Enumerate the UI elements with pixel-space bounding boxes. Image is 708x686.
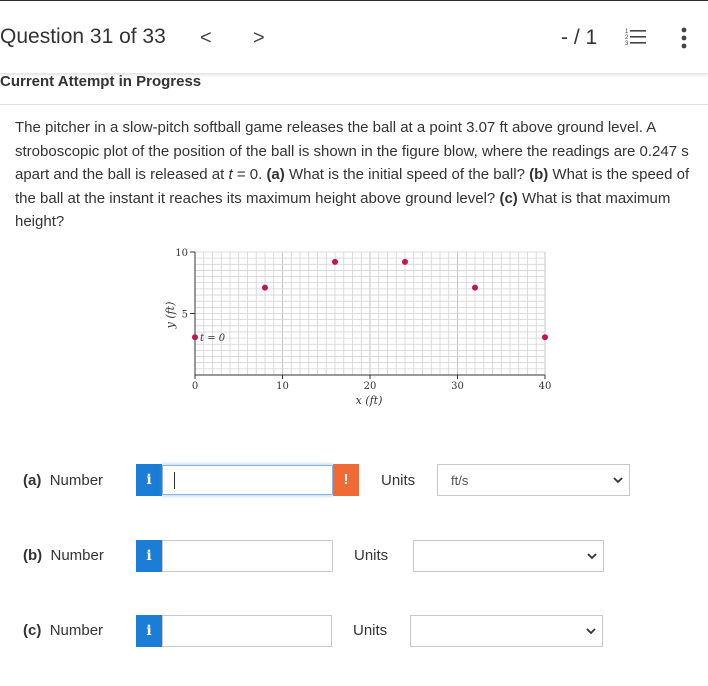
svg-text:3: 3	[625, 41, 629, 47]
units-label: Units	[353, 622, 388, 639]
part-b-row-label: (b) Number	[23, 547, 104, 564]
answer-b-units-select[interactable]	[413, 540, 604, 572]
part-a-row-label: (a) Number	[23, 472, 104, 489]
y-tick-label: 5	[181, 309, 188, 321]
vertical-dots-icon[interactable]	[680, 27, 688, 49]
attempt-status: Current Attempt in Progress	[0, 73, 202, 90]
x-tick-label: 10	[276, 381, 289, 392]
question-intro: The pitcher in a slow-pitch softball game releases the ball at a point 3.07 ft above ground level. A stroboscopic plot of the position of the ball is shown in the figure blow, where the readings are 0.247 s apart and the ball is released at	[15, 119, 689, 183]
list-icon[interactable]	[625, 27, 647, 47]
data-point	[402, 259, 408, 265]
info-icon[interactable]: i	[136, 464, 162, 496]
x-tick-label: 40	[538, 381, 552, 392]
info-icon[interactable]: i	[136, 540, 162, 572]
units-label: Units	[354, 547, 389, 564]
question-intro-end: = 0.	[232, 166, 267, 183]
data-point	[192, 334, 198, 340]
next-question-button[interactable]: >	[253, 27, 265, 49]
divider	[0, 104, 708, 105]
part-a-text: What is the initial speed of the ball?	[284, 166, 530, 183]
warning-icon: !	[333, 464, 359, 496]
svg-text:1: 1	[625, 29, 629, 35]
top-bar	[0, 0, 708, 73]
y-axis-label: y (ft)	[164, 301, 177, 329]
part-b-text: What is the speed of the ball at the instant it reaches its maximum height above ground level?	[15, 166, 690, 207]
answer-c-units-select[interactable]	[410, 615, 603, 647]
previous-question-button[interactable]: <	[200, 27, 212, 49]
text-caret	[174, 472, 175, 489]
answer-c-number-input[interactable]	[162, 615, 332, 647]
info-icon[interactable]: i	[136, 615, 162, 647]
data-point	[542, 334, 548, 340]
chevron-down-icon	[587, 551, 597, 561]
data-point	[332, 259, 338, 265]
x-axis-label: x (ft)	[355, 394, 383, 407]
answer-a-number-input[interactable]	[162, 465, 333, 495]
chevron-down-icon	[586, 626, 596, 636]
answer-b-number-input[interactable]	[162, 540, 333, 572]
part-a-label: (a)	[266, 166, 285, 183]
units-selected-value: ft/s	[451, 473, 469, 488]
part-c-text: What is that maximum height?	[15, 189, 671, 230]
units-label: Units	[381, 472, 416, 489]
chevron-down-icon	[613, 475, 623, 485]
x-tick-label: 20	[363, 381, 377, 392]
part-c-label: (c)	[499, 189, 518, 207]
question-title: Question 31 of 33	[0, 25, 166, 48]
y-tick-label: 10	[175, 248, 188, 259]
x-tick-label: 0	[191, 381, 199, 392]
answer-a-units-select[interactable]	[437, 464, 630, 496]
score-display: - / 1	[561, 26, 598, 49]
part-b-label: (b)	[529, 166, 549, 183]
question-text	[15, 116, 695, 234]
svg-text:2: 2	[625, 35, 629, 41]
release-annotation: t = 0	[200, 333, 226, 344]
data-point	[472, 285, 478, 291]
data-point	[262, 285, 268, 291]
plot-grid	[195, 252, 545, 375]
stroboscopic-plot	[150, 240, 570, 420]
time-variable: t	[228, 166, 233, 183]
part-c-row-label: (c) Number	[23, 622, 104, 639]
x-tick-label: 30	[451, 381, 464, 392]
